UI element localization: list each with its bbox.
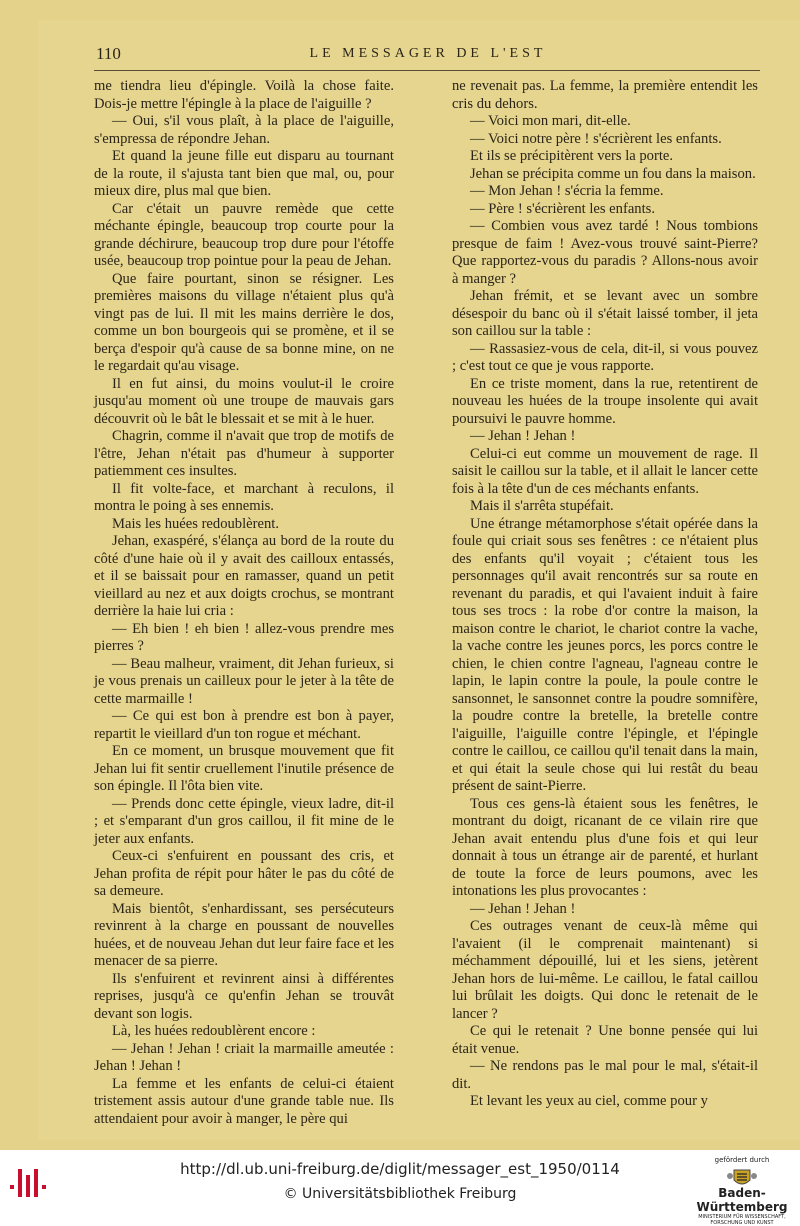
running-title: LE MESSAGER DE L'EST bbox=[309, 46, 547, 61]
header-rule bbox=[94, 70, 760, 71]
paragraph: — Rassasiez-vous de cela, dit-il, si vous pouvez ; c'est tout ce que je vous rapporte. bbox=[452, 340, 758, 374]
paragraph: Et ils se précipitèrent vers la porte. bbox=[470, 148, 674, 164]
paragraph: me tiendra lieu d'épingle. Voilà la chose faite. Dois-je mettre l'épingle à la place de l'aiguille ? bbox=[94, 78, 394, 112]
state-name: Baden-Württemberg bbox=[696, 1186, 788, 1214]
paragraph: — Oui, s'il vous plaît, à la place de l'aiguille, s'empressa de répondre Jehan. bbox=[94, 113, 394, 147]
paragraph: Car c'était un pauvre remède que cette méchante épingle, beaucoup trop courte pour la grande déchirure, beaucoup trop dure pour l'étoffe usée, beaucoup trop pointue pour la peau de Jehan. bbox=[94, 200, 394, 269]
paragraph: Jehan se précipita comme un fou dans la maison. bbox=[470, 165, 756, 182]
paragraph: — Combien vous avez tardé ! Nous tombions presque de faim ! Avez-vous trouvé saint-Pierre? Que rapportez-vous du paradis ? Allons-nous avoir à manger ? bbox=[452, 218, 758, 287]
paragraph: — Ce qui est bon à prendre est bon à payer, repartit le vieillard d'un ton rogue et méchant. bbox=[94, 708, 394, 742]
left-column bbox=[94, 78, 394, 1128]
paragraph: — Mon Jehan ! s'écria la femme. bbox=[470, 183, 664, 199]
paragraph: — Père ! s'écrièrent les enfants. bbox=[470, 200, 655, 217]
paragraph: Une étrange métamorphose s'était opérée dans la foule qui criait sous ses fenêtres : ce n'étaient plus des enfants qu'il voyait ; c'étaient tous les personnages qu'il avait rencontrés sur sa route en revenant du paradis, et qui l'avaient induit à faire tous ses trocs : la robe d'or contre la maison, la maison contre le chariot, le chariot contre la vache, la vache contre les jeunes porcs, les porcs contre le chien, le chien contre l'agneau, l'agneau contre le lapin, le lapin contre la poule, la poule contre le sansonnet, le sansonnet contre la poudre somnifère, la poudre contre la bretelle, la bretelle contre l'aiguille, l'aiguille contre l'épingle, et l'épingle contre le caillou, ce caillou qu'il tenait dans la main, et qui était la seule chose qui lui restât du beau présent de saint-Pierre. bbox=[452, 515, 758, 794]
viewer-footer bbox=[0, 1150, 800, 1226]
paragraph: Là, les huées redoublèrent encore : bbox=[112, 1023, 316, 1039]
paragraph: Ce qui le retenait ? Une bonne pensée qui lui était venue. bbox=[452, 1023, 758, 1057]
paragraph: — Prends donc cette épingle, vieux ladre, dit-il ; et s'emparant d'un gros caillou, il fit mine de le jeter aux enfants. bbox=[94, 795, 394, 847]
paragraph: Que faire pourtant, sinon se résigner. Les premières maisons du village n'étaient plus qu'à vingt pas de lui. Il mit les mains derrière le dos, comme un bon bourgeois qui se promène, et il se berça d'espoir qu'à cause de sa bonne mine, on ne le regardait qu'au visage. bbox=[94, 270, 394, 374]
paragraph: Jehan frémit, et se levant avec un sombre désespoir du banc où il s'était laissé tomber, il jeta son caillou sur la table : bbox=[452, 288, 758, 339]
paragraph: Il en fut ainsi, du moins voulut-il le croire jusqu'au moment où une troupe de mauvais gars découvrit où le bât le blessait et se mit à le huer. bbox=[94, 375, 394, 427]
paragraph: Celui-ci eut comme un mouvement de rage. Il saisit le caillou sur la table, et il allait le lancer cette fois à la tête d'un de ces méchants enfants. bbox=[452, 445, 758, 497]
paragraph: — Eh bien ! eh bien ! allez-vous prendre mes pierres ? bbox=[94, 620, 394, 654]
paragraph: Chagrin, comme il n'avait que trop de motifs de l'être, Jehan n'était pas d'humeur à supporter patiemment ces insultes. bbox=[94, 428, 394, 479]
paragraph: En ce triste moment, dans la rue, retentirent de nouveau les huées de la troupe insolente qui avait poursuivi le pauvre homme. bbox=[452, 375, 758, 427]
paragraph: Il fit volte-face, et marchant à reculons, il montra le poing à ses ennemis. bbox=[94, 480, 394, 514]
paragraph: — Beau malheur, vraiment, dit Jehan furieux, si je vous prenais un cailleux pour le jeter à la tête de cette marmaille ! bbox=[94, 655, 394, 707]
paragraph: ne revenait pas. La femme, la première entendit les cris du dehors. bbox=[452, 78, 758, 112]
permalink-url[interactable]: http://dl.ub.uni-freiburg.de/diglit/messager_est_1950/0114 bbox=[180, 1160, 620, 1178]
paragraph: Et quand la jeune fille eut disparu au tournant de la route, il s'ajusta tant bien que mal, ou, pour mieux dire, plus mal que bien. bbox=[94, 148, 394, 199]
paragraph: Mais il s'arrêta stupéfait. bbox=[470, 498, 614, 514]
funded-by-label: gefördert durch bbox=[714, 1156, 770, 1164]
paragraph: — Jehan ! Jehan ! criait la marmaille ameutée : Jehan ! Jehan ! bbox=[94, 1040, 394, 1074]
paragraph: Et levant les yeux au ciel, comme pour y bbox=[470, 1093, 708, 1109]
sponsor-logo bbox=[688, 1156, 796, 1226]
paragraph: — Voici mon mari, dit-elle. bbox=[470, 113, 631, 129]
paragraph: Ces outrages venant de ceux-là même qui l'avaient (il le comprenait maintenant) si méchamment dépouillé, lui et les siens, jetèrent Jehan hors de lui-même. Le caillou, le fatal caillou lui brûlait les doigts. Qui donc le retenait de le lancer ? bbox=[452, 918, 758, 1022]
paragraph: Ils s'enfuirent et revinrent ainsi à différentes reprises, jusqu'à ce qu'enfin Jehan se trouvât devant son logis. bbox=[94, 970, 394, 1022]
page-number: 110 bbox=[96, 44, 121, 63]
paragraph: — Ne rendons pas le mal pour le mal, s'était-il dit. bbox=[452, 1058, 758, 1092]
paragraph: — Jehan ! Jehan ! bbox=[470, 900, 576, 917]
copyright-notice: © Universitätsbibliothek Freiburg bbox=[283, 1186, 517, 1202]
ministry-name: MINISTERIUM FÜR WISSENSCHAFT, FORSCHUNG UND KUNST bbox=[698, 1214, 786, 1226]
paragraph: En ce moment, un brusque mouvement que fit Jehan lui fit sentir cruellement l'inutile présence de son épingle. Il l'ôta bien vite. bbox=[94, 743, 394, 794]
paragraph: Jehan, exaspéré, s'élança au bord de la route du côté d'une haie où il y avait des cailloux entassés, et il se baissait pour en ramasser, quand un petit vieillard au nez et aux doigts crochus, se montrant derrière la haie lui cria : bbox=[94, 533, 394, 619]
paragraph: — Jehan ! Jehan ! bbox=[470, 428, 576, 444]
right-column bbox=[452, 78, 758, 1111]
paragraph: — Voici notre père ! s'écrièrent les enfants. bbox=[470, 130, 722, 147]
paragraph: Tous ces gens-là étaient sous les fenêtres, le montrant du doigt, ricanant de ce vilain rire que Jehan avait entendu plus d'une fois et qui leur donnait à tous un étrange air de parenté, et hurlant de toute la force de leurs poumons, avec les intonations les plus provocantes : bbox=[452, 795, 758, 899]
paragraph: Mais bientôt, s'enhardissant, ses persécuteurs revinrent à la charge en poussant de nouvelles huées, et de nouveau Jehan dut leur faire face et les menacer de sa pierre. bbox=[94, 900, 394, 969]
coat-of-arms-icon bbox=[726, 1166, 758, 1188]
paragraph: Mais les huées redoublèrent. bbox=[112, 515, 279, 532]
paragraph: Ceux-ci s'enfuirent en poussant des cris, et Jehan profita de répit pour hâter le pas du côté de sa demeure. bbox=[94, 848, 394, 899]
paragraph: La femme et les enfants de celui-ci étaient tristement assis autour d'une grande table nue. Ils attendaient pour avoir à manger, le père qui bbox=[94, 1075, 394, 1127]
